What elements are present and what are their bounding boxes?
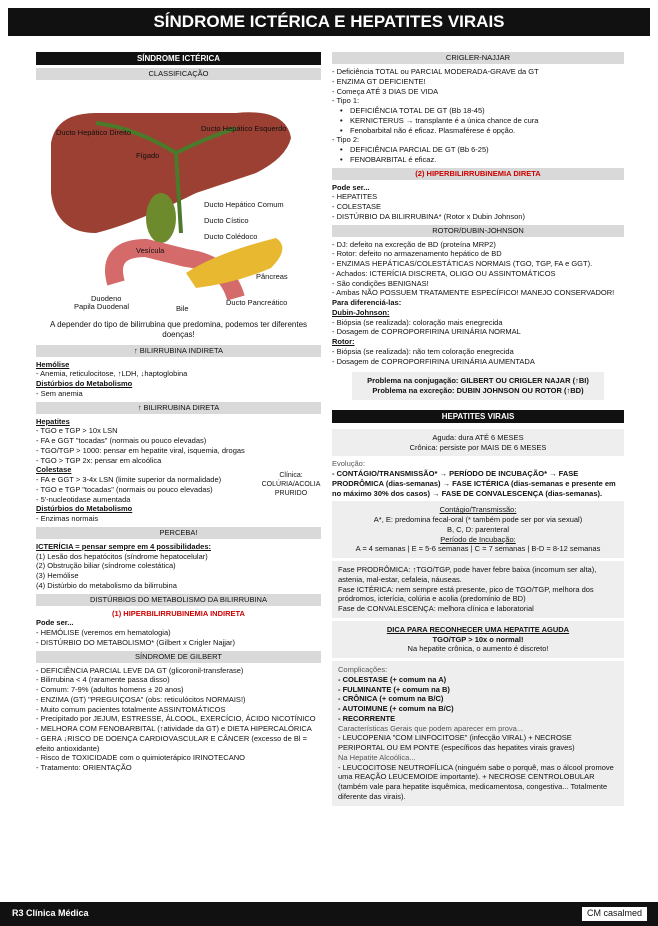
list-item: • DEFICIÊNCIA PARCIAL DE GT (Bb 6-25): [332, 145, 624, 155]
list-item: - HEMÓLISE (veremos em hematologia): [36, 628, 171, 638]
list-item: - 5'-nucleotidase aumentada: [36, 494, 131, 504]
disturbios2-title: Distúrbios do Metabolismo: [36, 504, 133, 514]
dica-title: DICA PARA RECONHECER UMA HEPATITE AGUDA: [386, 624, 570, 634]
incubacao: A = 4 semanas | E = 5-6 semanas | C = 7 semanas | B-D = 8-12 semanas: [355, 544, 601, 554]
disturbios-title: Distúrbios do Metabolismo: [36, 379, 133, 389]
list-item: - Tratamento: ORIENTAÇÃO: [36, 763, 132, 773]
hip-direta: (2) HIPERBILIRRUBINEMIA DIRETA: [415, 168, 541, 178]
list-item: Fase de CONVALESCENÇA: melhora clínica e laboratorial: [338, 604, 534, 613]
periodo-title: Período de Incubação:: [440, 534, 516, 544]
label-pancreas: Pâncreas: [256, 272, 288, 281]
indireta-bar: ↑ BILIRRUBINA INDIRETA: [36, 345, 321, 357]
aguda-box: [332, 429, 624, 457]
dist-bar: DISTÚRBIOS DO METABOLISMO DA BILIRRUBINA: [36, 594, 321, 606]
right-column: [332, 52, 624, 809]
footer: [0, 902, 658, 926]
gilbert-bar: SÍNDROME DE GILBERT: [36, 651, 321, 663]
list-item: - CRÔNICA (+ comum na B/C): [338, 694, 444, 704]
list-item: • Fenobarbital não é eficaz. Plasmaférese é opção.: [332, 126, 624, 136]
crigler-bar: CRIGLER-NAJJAR: [332, 52, 624, 64]
aguda: Aguda: dura ATÉ 6 MESES: [432, 432, 524, 442]
rotor-bar: ROTOR/DUBIN-JOHNSON: [332, 225, 624, 237]
list-item: - TGO e TGP > 10x LSN: [36, 426, 118, 436]
cronica: Crônica: persiste por MAIS DE 6 MESES: [409, 442, 547, 452]
section-header: SÍNDROME ICTÉRICA: [36, 52, 321, 65]
para-dif: Para diferenciá-las:: [332, 298, 402, 307]
list-item: - Bilirrubina < 4 (raramente passa disso): [36, 675, 170, 685]
hip-indireta: (1) HIPERBILIRRUBINEMIA INDIRETA: [112, 608, 245, 618]
clinica-note: Clínica: COLÚRIA/ACOLIA PRURIDO: [261, 472, 321, 498]
contagio-title: Contágio/Transmissão:: [439, 505, 517, 515]
left-column: [36, 52, 321, 773]
list-item: - Comum: 7-9% (adultos homens ± 20 anos): [36, 685, 184, 695]
hepatites-title: Hepatites: [36, 416, 70, 426]
pode-ser: Pode ser...: [332, 182, 370, 192]
biliary-anatomy-image: [36, 83, 321, 313]
list-item: - Dosagem de COPROPORFIRINA URINÁRIA NORMAL: [332, 327, 521, 337]
list-item: - COLESTASE: [332, 202, 382, 211]
complicacoes-box: [332, 661, 624, 806]
list-item: - TGO e TGP "tocadas" (normais ou pouco elevadas): [36, 484, 213, 494]
list-item: - GERA ↓RISCO DE DOENÇA CARDIOVASCULAR E CÂNCER (excesso de Bl = efeito antioxidante): [36, 733, 307, 753]
list-item: - MELHORA COM FENOBARBITAL (↑atividade da GT) e DIETA HIPERCALÓRICA: [36, 724, 312, 734]
label-lhd: Ducto Hepático Esquerdo: [201, 124, 287, 133]
alcoolica-text: - LEUCOCITOSE NEUTROFÍLICA (ninguém sabe o porquê, mas o álcool promove uma REAÇÃO LEUCEMOIDE importante). + NECROSE CENTROLOBULAR (também vale para hepatite isquêmica, medicamentosa, congestiva... Totalmente diferente das virais).: [338, 762, 614, 801]
ae: A*, E: predomina fecal-oral (* também pode ser por via sexual): [373, 515, 583, 524]
list-item: - São condições BENIGNAS!: [332, 278, 429, 288]
hemolise-text: - Anemia, reticulocitose, ↑LDH, ↓haptoglobina: [36, 369, 188, 379]
direta-bar: ↑ BILIRRUBINA DIRETA: [36, 402, 321, 414]
label-rhd: Ducto Hepático Direito: [56, 128, 132, 137]
list-item: Fase ICTÉRICA: nem sempre está presente, pico de TGO/TGP, melhora dos pródromos, icterícia, colúria e acolia (predomínio de BD): [338, 584, 594, 604]
list-item: - Deficiência TOTAL ou PARCIAL MODERADA-GRAVE da GT: [332, 67, 539, 76]
list-item: - ENZIMAS HEPÁTICAS/COLESTÁTICAS NORMAIS (TGO, TGP, FA e GGT).: [332, 259, 593, 268]
label-bile: Bile: [176, 304, 189, 313]
list-item: - FA e GGT "tocadas" (normais ou pouco elevadas): [36, 436, 207, 446]
label-gallbladder: Vesícula: [136, 246, 165, 255]
label-pancreatic-duct: Ducto Pancreático: [226, 298, 288, 307]
list-item: - ENZIMA GT DEFICIENTE!: [332, 76, 426, 86]
list-item: - DISTÚRBIO DA BILIRRUBINA* (Rotor x Dubin Johnson): [332, 211, 525, 221]
list-item: Fase PRODRÔMICA: ↑TGO/TGP, pode haver febre baixa (incomum ser alta), astenia, mal-estar, cefaleia, náuseas.: [338, 565, 597, 584]
list-item: - Biópsia (se realizada): não tem coloração enegrecida: [332, 346, 514, 356]
list-item: - DJ: defeito na excreção de BD (proteína MRP2): [332, 239, 496, 249]
list-item: - Dosagem de COPROPORFIRINA URINÁRIA AUMENTADA: [332, 356, 535, 366]
list-item: • DEFICIÊNCIA TOTAL DE GT (Bb 18-45): [332, 106, 624, 116]
list-item: - Tipo 1:: [332, 96, 360, 106]
complicacoes-title: Complicações:: [338, 665, 388, 674]
list-item: - HEPATITES: [332, 192, 378, 202]
list-item: - Precipitado por JEJUM, ESTRESSE, ÁLCOOL, EXERCÍCIO, ÁCIDO NICOTÍNICO: [36, 714, 316, 724]
rotor-title: Rotor:: [332, 337, 355, 346]
dica2: Na hepatite crônica, o aumento é discreto!: [407, 644, 549, 654]
fases-box: [332, 561, 624, 618]
caract-text: - LEUCOPENIA "COM LINFOCITOSE" (infecção VIRAL) + NECROSE PERIPORTAL OU EM PONTE (específicos das hepatites virais graves): [338, 733, 575, 752]
colestase-title: Colestase: [36, 465, 72, 475]
list-item: - FA e GGT > 3-4x LSN (limite superior da normalidade): [36, 475, 222, 485]
list-item: - Começa ATÉ 3 DIAS DE VIDA: [332, 86, 439, 96]
caract-title: Características Gerais que podem aparecer em prova...: [338, 723, 524, 733]
prob2: Problema na excreção: DUBIN JOHNSON OU ROTOR (↑BD): [372, 386, 584, 395]
list-item: - AUTOIMUNE (+ comum na B/C): [338, 704, 454, 713]
perceba-bar: PERCEBA!: [36, 527, 321, 539]
evolucao-text: - CONTÁGIO/TRANSMISSÃO* → PERÍODO DE INCUBAÇÃO* → FASE PRODRÔMICA (dias-semanas) → FASE ICTÉRICA (dias-semanas e presente em no máximo 30% dos casos) → FASE DE CONVALESCENÇA (dias-semanas).: [332, 469, 616, 498]
footer-label: R3 Clínica Médica: [12, 908, 89, 918]
problem-box: [352, 372, 604, 400]
list-item: - Risco de TOXICIDADE com o quimioterápico IRINOTECANO: [36, 753, 245, 763]
list-item: - COLESTASE (+ comum na A): [338, 674, 447, 684]
label-cystic: Ducto Cístico: [204, 216, 249, 225]
gallbladder-shape: [146, 193, 176, 243]
list-item: (1) Lesão dos hepatócitos (síndrome hepatocelular): [36, 551, 208, 561]
list-item: (2) Obstrução biliar (síndrome colestática): [36, 561, 176, 571]
label-papilla: Papila Duodenal: [74, 302, 130, 311]
evolucao-title: Evolução:: [332, 459, 365, 469]
label-duodenum: Duodeno: [91, 294, 122, 303]
list-item: (4) Distúrbio do metabolismo da bilirrubina: [36, 580, 177, 590]
brand-logo: CM casalmed: [581, 906, 648, 922]
page-title: SÍNDROME ICTÉRICA E HEPATITES VIRAIS: [8, 8, 650, 36]
list-item: - DEFICIÊNCIA PARCIAL LEVE DA GT (glicoronil-transferase): [36, 665, 244, 675]
list-item: - Ambas NÃO POSSUEM TRATAMENTE ESPECÍFICO! MANEJO CONSERVADOR!: [332, 288, 615, 298]
list-item: - FULMINANTE (+ comum na B): [338, 684, 450, 694]
list-item: (3) Hemólise: [36, 571, 79, 581]
contagio-box: [332, 501, 624, 558]
label-chd: Ducto Hepático Comum: [204, 200, 284, 209]
enzimas: - Enzimas normais: [36, 514, 99, 524]
list-item: - TGO/TGP > 1000: pensar em hepatite viral, isquemia, drogas: [36, 445, 245, 455]
pode-ser: Pode ser...: [36, 618, 74, 628]
dica-box: [332, 621, 624, 658]
label-liver: Fígado: [136, 151, 160, 160]
list-item: - Biópsia (se realizada): coloração mais enegrecida: [332, 317, 503, 327]
tipo2: - Tipo 2:: [332, 135, 360, 145]
alcoolica-title: Na Hepatite Alcoólica...: [338, 752, 416, 762]
bcd: B, C, D: parenteral: [446, 524, 510, 534]
sem-anemia: - Sem anemia: [36, 388, 83, 398]
hemolise-title: Hemólise: [36, 359, 70, 369]
perceba-title: ICTERÍCIA = pensar sempre em 4 possibilidades:: [36, 541, 211, 551]
list-item: - Muito comum pacientes totalmente ASSINTOMÁTICOS: [36, 704, 226, 714]
caption: A depender do tipo de bilirrubina que predomina, podemos ter diferentes doenças!: [49, 319, 308, 340]
list-item: - TGO > TGP 2x: pensar em alcoólica: [36, 455, 162, 465]
label-common-bile: Ducto Colédoco: [204, 232, 258, 241]
hv-bar: HEPATITES VIRAIS: [332, 410, 624, 423]
list-item: - Rotor: defeito no armazenamento hepático de BD: [332, 249, 502, 259]
sub-header: CLASSIFICAÇÃO: [36, 68, 321, 80]
dubin-title: Dubin-Johnson:: [332, 307, 390, 317]
list-item: - Achados: ICTERÍCIA DISCRETA, OLIGO OU ASSINTOMÁTICOS: [332, 268, 556, 278]
list-item: - ENZIMA (GT) "PREGUIÇOSA" (obs: reticulócitos NORMAIS!): [36, 694, 246, 704]
list-item: - RECORRENTE: [338, 713, 396, 723]
prob1: Problema na conjugação: GILBERT OU CRIGLER NAJAR (↑BI): [367, 376, 589, 386]
list-item: • KERNICTERUS → transplante é a única chance de cura: [332, 116, 624, 126]
list-item: - DISTÚRBIO DO METABOLISMO* (Gilbert x Crigler Najjar): [36, 637, 236, 647]
colestase-block: [36, 465, 321, 504]
dica1: TGO/TGP > 10x o normal!: [432, 634, 524, 644]
list-item: • FENOBARBITAL é eficaz.: [332, 155, 624, 165]
hip-direta-bar: [332, 168, 624, 180]
